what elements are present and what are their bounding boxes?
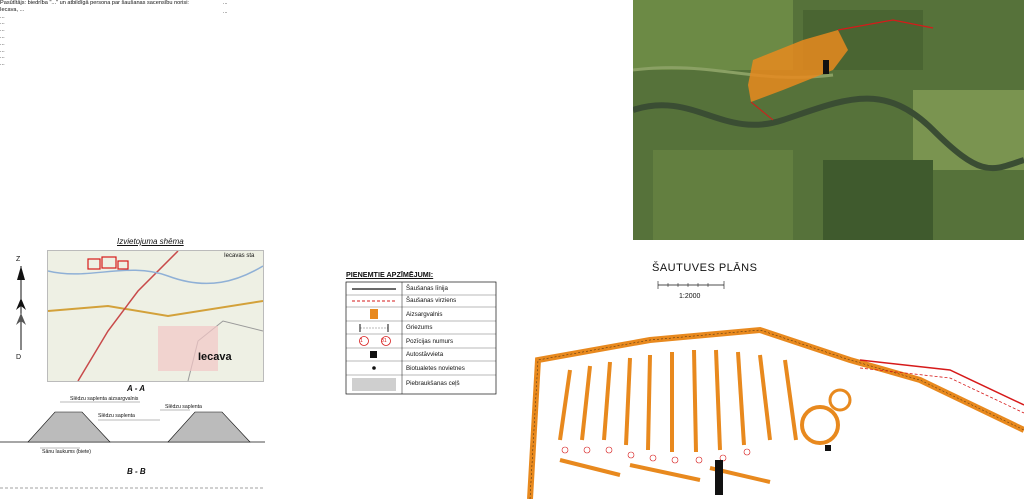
- left-notes-block: [0, 0, 210, 68]
- left-note-line: Iecava, ...: [0, 6, 25, 13]
- section-note: Slēdzu saplenta aizsargvalnis: [70, 396, 139, 402]
- section-note: Sānu laukums (biete): [42, 449, 92, 455]
- left-note-line: ...: [0, 33, 5, 40]
- left-note-line: ...: [0, 13, 5, 20]
- legend-item-label: Griezums: [406, 324, 433, 331]
- north-arrow: [10, 258, 32, 368]
- description-paragraph: ...: [223, 0, 228, 6]
- locator-title: Izvietojuma shēma: [117, 237, 184, 246]
- section-aa-drawing: [0, 392, 265, 462]
- description-text: [223, 0, 623, 17]
- left-note-line: ...: [0, 20, 5, 27]
- town-label: Iecava: [198, 351, 232, 363]
- plan-title: ŠAUTUVES PLĀNS: [652, 262, 758, 274]
- section-aa-svg: [0, 392, 265, 462]
- section-bb-drawing: [0, 474, 265, 499]
- south-label: D: [16, 354, 22, 361]
- left-note-line: Pasūtītājs: biedrība "..." un atbildīgā persona par šaušanas sacensību norisi:: [0, 0, 189, 6]
- legend-sample-position: 1: [360, 338, 363, 344]
- section-note: Slēdzu saplenta: [98, 413, 135, 419]
- description-paragraph: ...: [223, 8, 228, 15]
- left-note-line: ...: [0, 40, 5, 47]
- road-label: Iecavas sta: [224, 253, 255, 259]
- plan-scale: 1:2000: [679, 293, 701, 300]
- legend-item-label: Biotualetes novietnes: [406, 365, 465, 372]
- north-label: Z: [16, 256, 21, 263]
- legend-sample-position: 31: [381, 338, 387, 344]
- aerial-photo-drawing: [633, 0, 1024, 240]
- left-note-line: ...: [0, 54, 5, 61]
- site-plan-drawing: [500, 300, 1024, 499]
- legend-item-label: Piebraukšanas ceļš: [406, 380, 460, 387]
- site-plan-svg: [500, 300, 1024, 499]
- scale-bar: [656, 279, 726, 291]
- legend-item-label: Šaušanas virziens: [406, 297, 457, 304]
- section-bb-label: B - B: [127, 467, 146, 476]
- lane-embankments: [560, 350, 796, 482]
- north-arrow-icon: [10, 258, 32, 368]
- section-bb-svg: [0, 474, 265, 499]
- legend-item-label: Pozīcijas numurs: [406, 338, 454, 345]
- left-note-line: ...: [0, 27, 5, 34]
- legend-item-label: Autostāvvieta: [406, 351, 444, 358]
- section-note: Slēdzu saplenta: [165, 404, 202, 410]
- aerial-photo: [633, 0, 1024, 240]
- locator-map: [47, 250, 264, 382]
- legend-title: PIENEMTIE APZĪMĒJUMI:: [346, 270, 434, 279]
- legend-item-label: Aizsargvalnis: [406, 311, 443, 318]
- section-aa-label: A - A: [127, 384, 146, 393]
- left-note-line: ...: [0, 61, 5, 68]
- left-note-line: ...: [0, 47, 5, 54]
- legend-item-label: Šaušanas līnija: [406, 285, 448, 292]
